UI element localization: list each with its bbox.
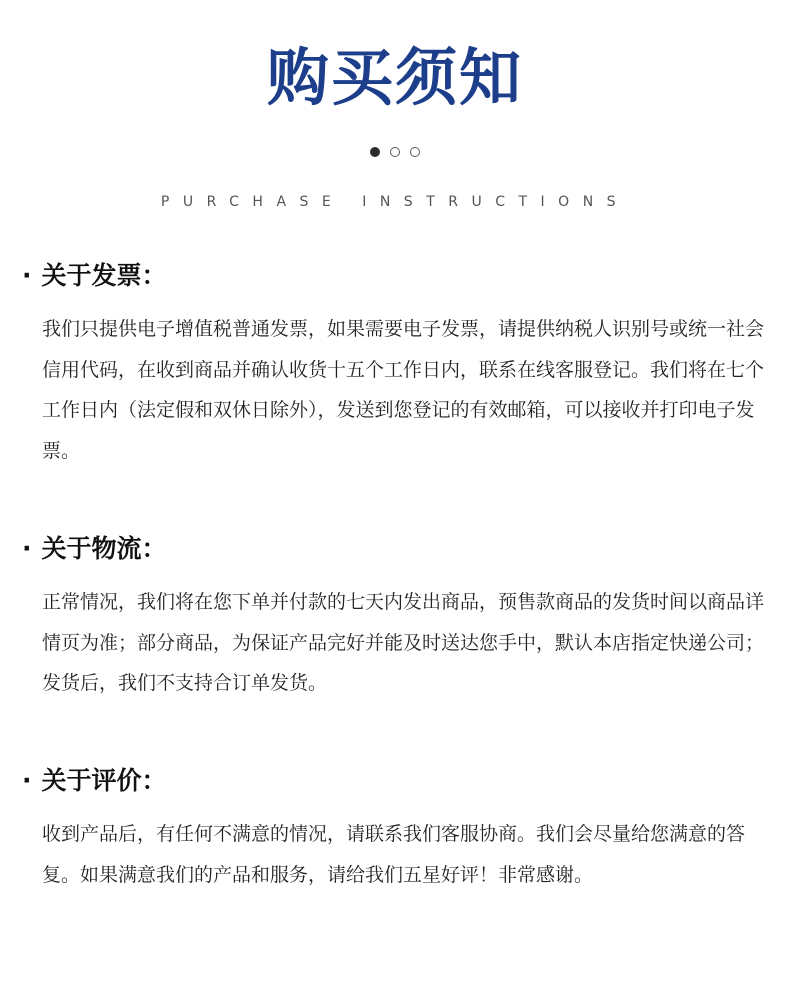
section-heading-text: 关于评价： [41, 766, 167, 795]
section-heading [22, 764, 167, 798]
section-body: 收到产品后，有任何不满意的情况，请联系我们客服协商。我们会尽量给您满意的答复。如果满意我们的产品和服务，请给我们五星好评！非常感谢。 [42, 823, 746, 886]
bullet-icon: · [22, 261, 32, 290]
pagination-dot [410, 147, 420, 157]
section-body: 我们只提供电子增值税普通发票，如果需要电子发票，请提供纳税人识别号或统一社会信用代码，在收到商品并确认收货十五个工作日内，联系在线客服登记。我们将在七个工作日内（法定假和双休日除外），发送到您登记的有效邮箱，可以接收并打印电子发票。 [42, 318, 765, 462]
section-heading [22, 532, 167, 566]
pagination-dot-active [370, 147, 380, 157]
page-subtitle: PURCHASE INSTRUCTIONS [160, 194, 630, 210]
section-heading-text: 关于物流： [41, 534, 167, 563]
section-heading-text: 关于发票： [41, 261, 167, 290]
bullet-icon: · [22, 766, 32, 795]
section-body: 正常情况，我们将在您下单并付款的七天内发出商品，预售款商品的发货时间以商品详情页为准；部分商品，为保证产品完好并能及时送达您手中，默认本店指定快递公司；发货后，我们不支持合订单发货。 [42, 591, 765, 694]
page-title: 购买须知 [266, 41, 523, 114]
bullet-icon: · [22, 534, 32, 563]
pagination-dots [0, 147, 790, 157]
section-heading [22, 259, 167, 293]
pagination-dot [390, 147, 400, 157]
